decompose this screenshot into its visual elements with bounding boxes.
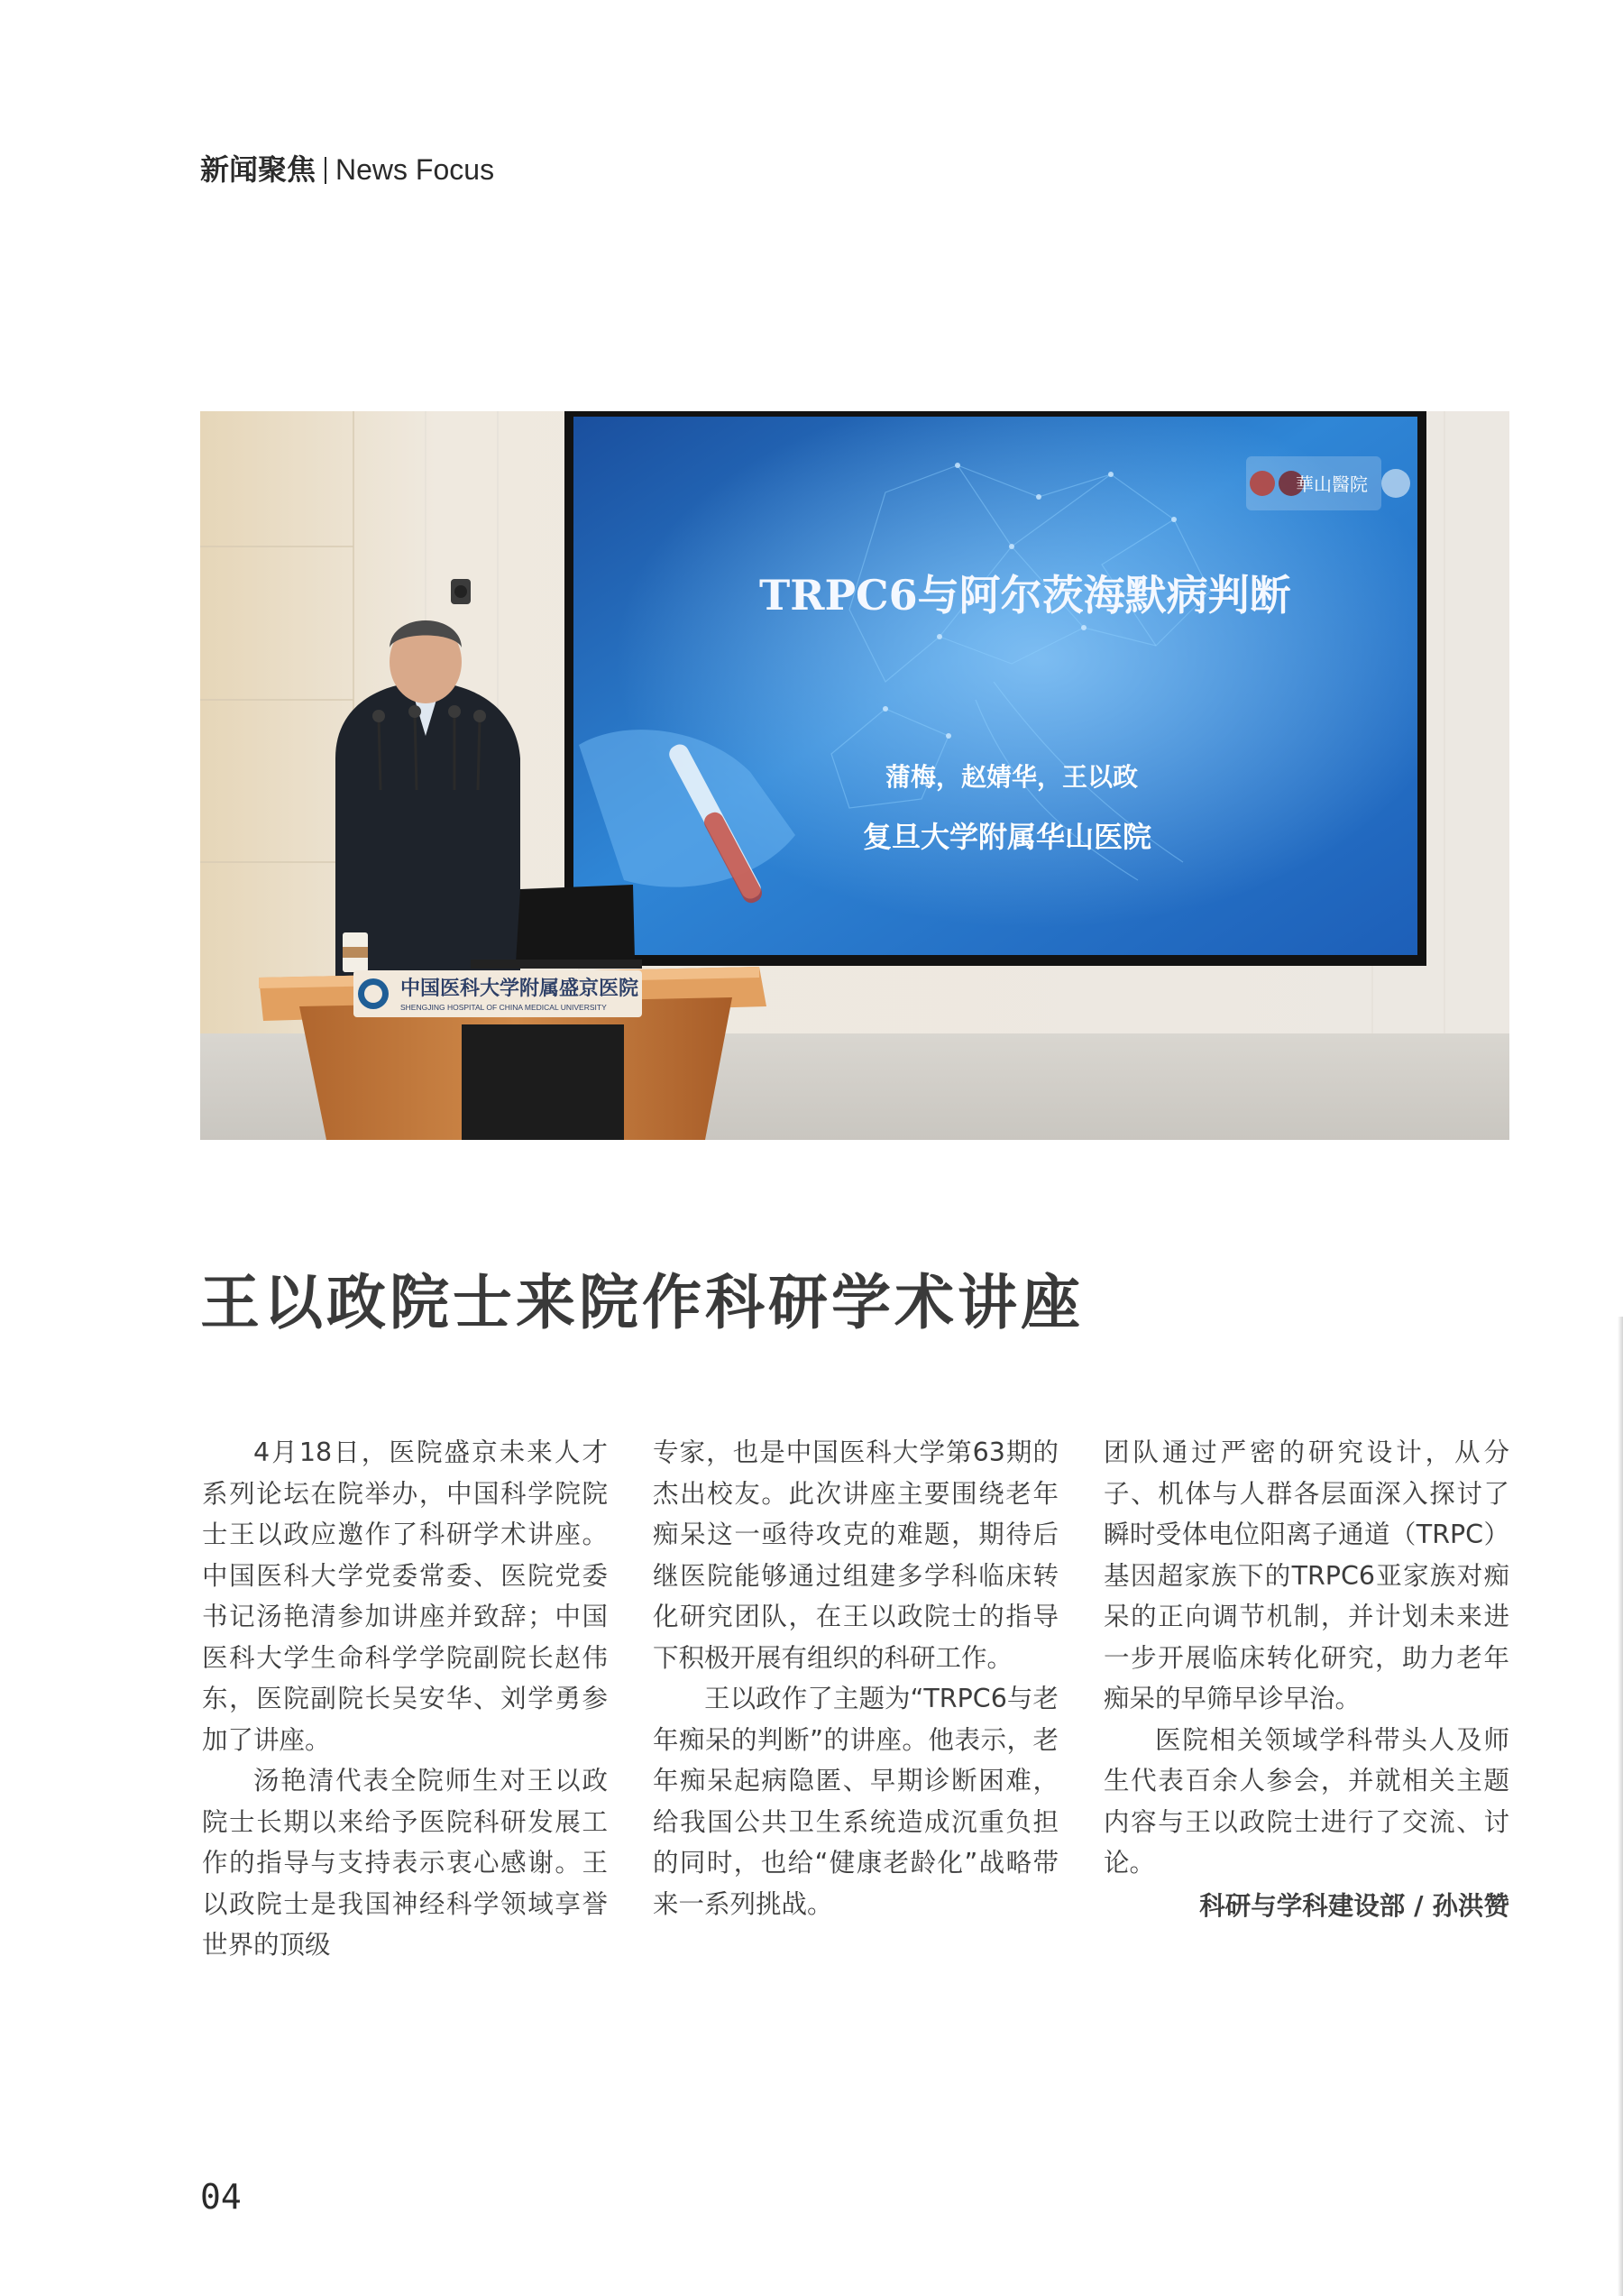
- section-header: [200, 152, 494, 188]
- paragraph: 汤艳清代表全院师生对王以政院士长期以来给予医院科研发展工作的指导与支持表示衷心感谢。王以政院士是我国神经科学领域享誉世界的顶级: [202, 1766, 608, 1960]
- podium-name-cn: 中国医科大学附属盛京医院: [400, 978, 639, 1000]
- section-name-cn: 新闻聚焦: [200, 152, 316, 187]
- page-edge-shadow: [1618, 1317, 1623, 2296]
- article-column-3: [1104, 1432, 1509, 1926]
- paragraph: 4月18日，医院盛京未来人才系列论坛在院举办，中国科学院院士王以政应邀作了科研学术讲座。中国医科大学党委常委、医院党委书记汤艳清参加讲座并致辞；中国医科大学生命科学学院副院长赵伟东，医院副院长吴安华、刘学勇参加了讲座。: [202, 1437, 608, 1755]
- slide-logo-text: 華山醫院: [1296, 473, 1368, 495]
- podium-name-en: SHENGJING HOSPITAL OF CHINA MEDICAL UNIVERSITY: [400, 1003, 607, 1012]
- slide-authors: 蒲梅，赵婧华，王以政: [885, 762, 1139, 792]
- page-number: 04: [200, 2177, 242, 2217]
- lecture-photo: [200, 411, 1509, 1140]
- article-title: 王以政院士来院作科研学术讲座: [200, 1268, 1084, 1337]
- byline: 科研与学科建设部 / 孙洪赞: [1199, 1890, 1509, 1921]
- paragraph: 专家，也是中国医科大学第63期的杰出校友。此次讲座主要围绕老年痴呆这一亟待攻克的难题，期待后继医院能够通过组建多学科临床转化研究团队，在王以政院士的指导下积极开展有组织的科研工作。: [653, 1437, 1059, 1673]
- slide-title: TRPC6与阿尔茨海默病判断: [759, 571, 1291, 620]
- paragraph: 医院相关领域学科带头人及师生代表百余人参会，并就相关主题内容与王以政院士进行了交流、讨论。: [1104, 1724, 1509, 1878]
- article-column-2: [653, 1432, 1059, 1924]
- paragraph: 团队通过严密的研究设计，从分子、机体与人群各层面深入探讨了瞬时受体电位阳离子通道（TRPC）基因超家族下的TRPC6亚家族对痴呆的正向调节机制，并计划未来进一步开展临床转化研究，助力老年痴呆的早筛早诊早治。: [1104, 1437, 1509, 1713]
- section-name-en: News Focus: [335, 153, 495, 186]
- slide-institution: 复旦大学附属华山医院: [863, 820, 1152, 854]
- paragraph: 王以政作了主题为“TRPC6与老年痴呆的判断”的讲座。他表示，老年痴呆起病隐匿、早期诊断困难，给我国公共卫生系统造成沉重负担的同时，也给“健康老龄化”战略带来一系列挑战。: [653, 1684, 1059, 1919]
- article-column-1: [202, 1432, 608, 1966]
- section-divider: [325, 157, 326, 184]
